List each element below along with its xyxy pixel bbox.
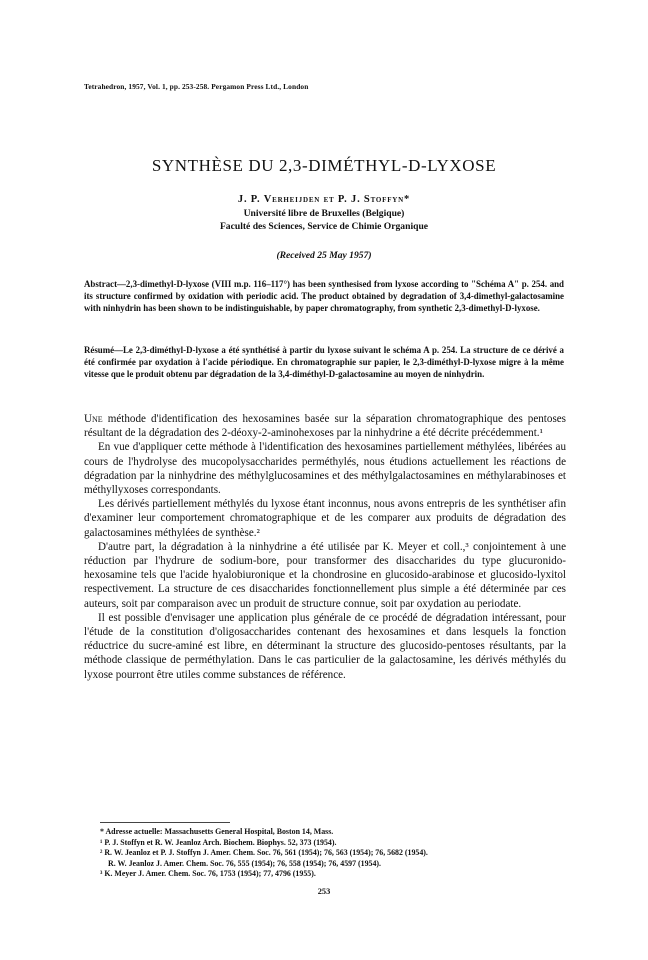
resume-heading: Résumé: [84, 345, 115, 355]
affiliation-university: Université libre de Bruxelles (Belgique): [243, 208, 405, 219]
page-number: 253: [317, 887, 331, 896]
footnote-divider: [100, 822, 230, 823]
body-paragraph-5: Il est possible d'envisager une application plus générale de ce procédé de dégradation intéressant, pour l'étude de la constitution d'oligosaccharides contenant des hexosamines et dans lesquels la fonction réductrice du sucre-aminé est libre, en déterminant la structure des glucosido-pentoses résultants, par la méthode classique de perméthylation. Dans le cas particulier de la galactosamine, les dérivés méthylés du lyxose pourront être utiles comme substances de référence.: [84, 611, 566, 681]
footnote-2-continued: R. W. Jeanloz J. Amer. Chem. Soc. 76, 555 (1954); 76, 558 (1954); 76, 4597 (1954).: [108, 858, 382, 868]
abstract-text: —2,3-dimethyl-D-lyxose (VIII m.p. 116–117°) has been synthesised from lyxose according to "Schéma A" p. 254. and its structure confirmed by oxidation with periodic acid. The product obtained by degradation of 3,4-dimethyl-galactosamine with ninhydrin has been shown to be indistinguishable, by paper chromatography, from synthetic 2,3-dimethyl-D-lyxose.: [84, 279, 564, 314]
received-label: (Received: [276, 250, 315, 261]
article-title: SYNTHÈSE DU 2,3-DIMÉTHYL-D-LYXOSE: [151, 156, 497, 175]
resume-block: [84, 344, 564, 380]
article-body: [84, 412, 566, 682]
paragraph-lead-word: Une: [84, 413, 103, 425]
body-paragraph-4: D'autre part, la dégradation à la ninhydrine a été utilisée par K. Meyer et coll.,³ conjointement à une réduction par l'hydrure de sodium-bore, pour transformer des disaccharides du type glucuronido-hexosamine tels que l'acide hyalobiuronique et la chondrosine en glucosido-arabinose et glucosido-lyxitol respectivement. La structure de ces disaccharides fonctionnellement plus simple a été déterminée par ces auteurs, soit par comparaison avec un produit de structure connue, soit par oxydation au periodate.: [84, 540, 566, 610]
running-header: Tetrahedron, 1957, Vol. 1, pp. 253-258. Pergamon Press Ltd., London: [84, 82, 309, 91]
affiliation-faculty: Faculté des Sciences, Service de Chimie Organique: [219, 221, 429, 232]
footnote-3: ³ K. Meyer J. Amer. Chem. Soc. 76, 1753 (1954); 77, 4796 (1955).: [100, 869, 316, 879]
body-paragraph-2: En vue d'appliquer cette méthode à l'identification des hexosamines partiellement méthylées, libérées au cours de l'hydrolyse des mucopolysaccharides perméthylés, nous étudions actuellement les réactions de dégradation par la ninhydrine des méthylglucosamines et des méthylgalactosamines en méthylarabinoses et méthyllyxoses correspondants.: [84, 441, 566, 497]
footnote-1: ¹ P. J. Stoffyn et R. W. Jeanloz Arch. Biochem. Biophys. 52, 373 (1954).: [100, 837, 337, 847]
body-paragraph-1: [84, 412, 566, 440]
footnote-2: ² R. W. Jeanloz et P. J. Stoffyn J. Amer. Chem. Soc. 76, 561 (1954); 76, 563 (1954); 76, 5682 (1954).: [100, 848, 428, 858]
resume-text: —Le 2,3-diméthyl-D-lyxose a été synthétisé à partir du lyxose suivant le schéma A p. 254. La structure de ce dérivé a été confirmée par oxydation à l'acide périodique. En chromatographie sur papier, le 2,3-diméthyl-D-lyxose migre à la même vitesse que le produit obtenu par dégradation de la 3,4-diméthyl-D-galactosamine au moyen de ninhydrin.: [84, 345, 564, 380]
received-date: [0, 250, 648, 261]
footnote-address: * Adresse actuelle: Massachusetts General Hospital, Boston 14, Mass.: [100, 827, 334, 836]
article-authors: J. P. Verheijden et P. J. Stoffyn*: [237, 194, 411, 205]
footnotes: [100, 827, 570, 880]
abstract-heading: Abstract: [84, 279, 118, 289]
abstract-block: [84, 278, 564, 314]
received-value: 25 May 1957): [317, 250, 372, 261]
body-paragraph-1-text: méthode d'identification des hexosamines basée sur la séparation chromatographique des pentoses résultant de la dégradation des 2-déoxy-2-aminohexoses par la ninhydrine a été décrite précédemment.¹: [84, 413, 566, 440]
body-paragraph-3: Les dérivés partiellement méthylés du lyxose étant inconnus, nous avons entrepris de les synthétiser afin d'examiner leur comportement chromatographique et de les comparer aux produits de dégradation des galactosamines méthylées de synthèse.²: [84, 498, 566, 539]
